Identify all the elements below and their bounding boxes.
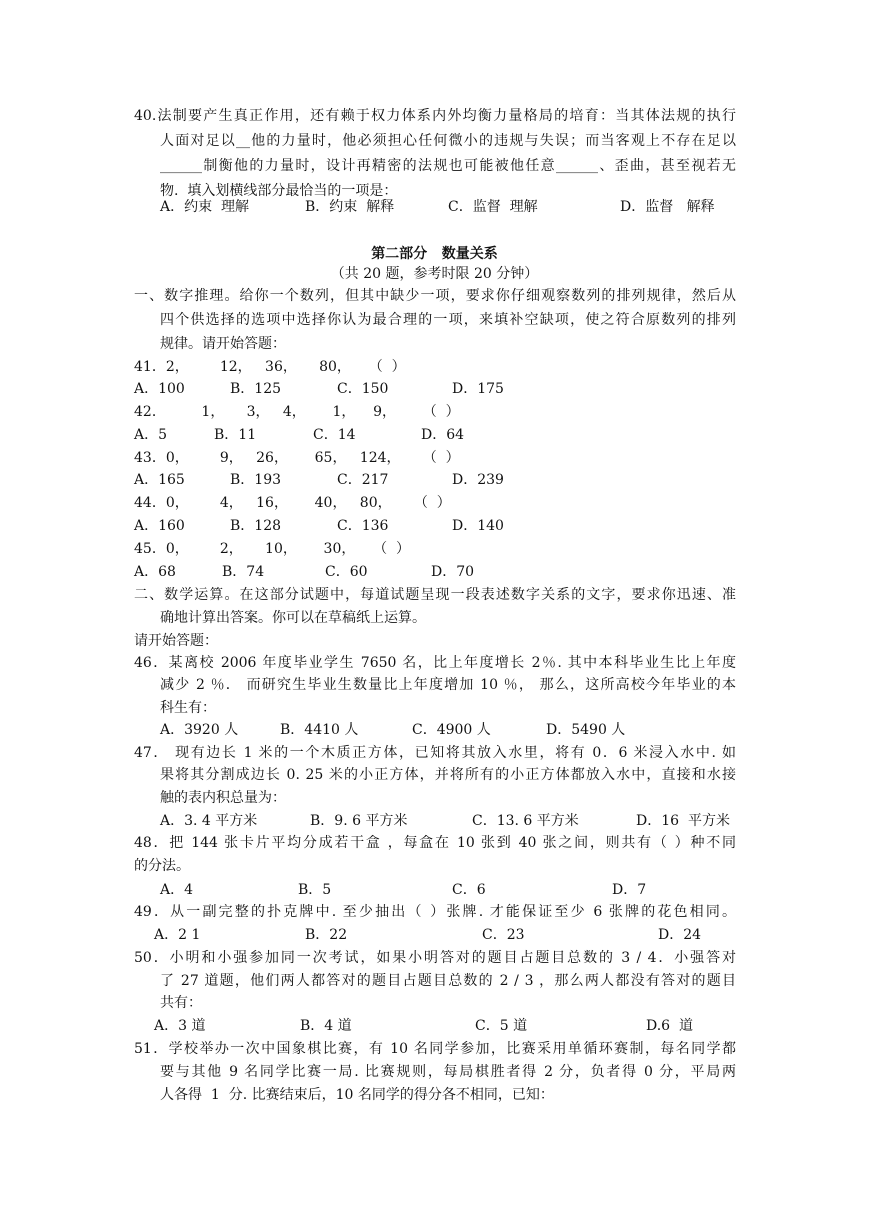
q42-option-d: D．64	[421, 427, 465, 443]
q44-option-b: B．128	[230, 518, 282, 534]
q41-option-c: C．150	[337, 381, 389, 397]
q49-option-b: B．22	[305, 927, 348, 943]
q45-option-c: C．60	[325, 564, 368, 580]
q42-option-a: A．5	[134, 427, 168, 443]
q47-option-b: B．9. 6 平方米	[310, 813, 408, 829]
q41-sequence: 41．2， 12， 36， 80， （ ）	[134, 359, 406, 375]
q48-line-1: 48．把 144 张卡片平均分成若干盒 ，每盒在 10 张到 40 张之间，则共有（ ）种不同	[134, 835, 736, 851]
q46-option-d: D．5490 人	[546, 722, 626, 738]
q41-option-d: D．175	[452, 381, 504, 397]
q50-line-1: 50．小明和小强参加同一次考试，如果小明答对的题目占题目总数的 3 / 4．小强答对	[134, 950, 736, 966]
q44-option-d: D．140	[452, 518, 504, 534]
q46-option-c: C．4900 人	[412, 722, 491, 738]
q40-line-2: 人面对足以__他的力量时，他必须担心任何微小的违规与失误；而当客观上不存在足以	[160, 133, 736, 149]
q40-line-4: 物. 填入划横线部分最恰当的一项是：	[160, 183, 398, 199]
q45-option-a: A．68	[134, 564, 176, 580]
q41-option-b: B．125	[230, 381, 282, 397]
q44-sequence: 44．0， 4， 16， 40， 80， （ ）	[134, 495, 451, 511]
q42-option-b: B．11	[214, 427, 257, 443]
q48-line-2: 的分法。	[134, 858, 190, 874]
q48-option-b: B．5	[298, 882, 332, 898]
q40-line-1: 40.法制要产生真正作用，还有赖于权力体系内外均衡力量格局的培育：当其体法规的执行	[134, 108, 736, 124]
q49-option-c: C．23	[482, 927, 525, 943]
q51-line-1: 51．学校举办一次中国象棋比赛，有 10 名同学参加，比赛采用单循环赛制，每名同学都	[134, 1041, 736, 1057]
q42-option-c: C．14	[313, 427, 356, 443]
q45-sequence: 45．0， 2， 10， 30， （ ）	[134, 541, 411, 557]
q47-option-d: D．16 平方米	[636, 813, 730, 829]
q44-option-c: C．136	[337, 518, 389, 534]
q43-option-d: D．239	[452, 472, 504, 488]
sec2-line-2: 确地计算出答案。你可以在草稿纸上运算。	[160, 610, 426, 626]
q40-option-c: C．监督 理解	[448, 199, 538, 215]
sec2-line-1: 二、数学运算。在这部分试题中，每道试题呈现一段表述数字关系的文字，要求你迅速、准	[134, 587, 736, 603]
q46-option-b: B．4410 人	[280, 722, 359, 738]
q49-option-d: D．24	[658, 927, 702, 943]
part-title: 第二部分 数量关系	[371, 246, 498, 262]
q40-option-d: D．监督 解释	[620, 199, 715, 215]
q43-sequence: 43．0， 9， 26， 65， 124， （ ）	[134, 450, 460, 466]
q45-option-d: D．70	[431, 564, 475, 580]
sec1-line-2: 四个供选择的选项中选择你认为最合理的一项，来填补空缺项，使之符合原数列的排列	[160, 312, 736, 328]
q51-line-2: 要与其他 9 名同学比赛一局. 比赛规则，每局棋胜者得 2 分，负者得 0 分，平局两	[160, 1064, 736, 1080]
q44-option-a: A．160	[134, 518, 185, 534]
q50-option-a: A．3 道	[154, 1018, 206, 1034]
sec2-line-3: 请开始答题：	[134, 633, 218, 649]
sec1-line-1: 一、数字推理。给你一个数列，但其中缺少一项，要求你仔细观察数列的排列规律，然后从	[134, 288, 736, 304]
q48-option-a: A．4	[160, 882, 194, 898]
q50-option-b: B．4 道	[300, 1018, 352, 1034]
part-subtitle: （共 20 题，参考时限 20 分钟）	[330, 266, 539, 282]
q43-option-a: A．165	[134, 472, 185, 488]
q46-option-a: A．3920 人	[160, 722, 239, 738]
q49-option-a: A．2 1	[154, 927, 201, 943]
q46-line-3: 科生有：	[160, 700, 216, 716]
q50-line-3: 共有：	[160, 995, 202, 1011]
q43-option-b: B．193	[230, 472, 282, 488]
q43-option-c: C．217	[337, 472, 389, 488]
q47-line-1: 47． 现有边长 1 米的一个木质正方体，已知将其放入水里，将有 0．6 米浸入水中. 如	[134, 745, 736, 761]
q40-line-3: ______制衡他的力量时，设计再精密的法规也可能被他任意______、歪曲，甚至视若无	[160, 158, 736, 174]
q40-option-b: B．约束 解释	[305, 199, 395, 215]
q47-option-a: A．3. 4 平方米	[160, 813, 258, 829]
q47-option-c: C．13. 6 平方米	[472, 813, 579, 829]
q50-option-c: C．5 道	[475, 1018, 528, 1034]
q46-line-1: 46．某离校 2006 年度毕业学生 7650 名，比上年度增长 2％. 其中本科毕业生比上年度	[134, 655, 736, 671]
sec1-line-3: 规律。请开始答题：	[160, 336, 286, 352]
q47-line-2: 果将其分割成边长 0. 25 米的小正方体，并将所有的小正方体都放入水中，直接和水接	[160, 767, 736, 783]
q41-option-a: A．100	[134, 381, 185, 397]
q48-option-d: D．7	[612, 882, 647, 898]
q47-line-3: 触的表内积总量为：	[160, 790, 286, 806]
q49-line-1: 49．从一副完整的扑克牌中. 至少抽出（ ）张牌. 才能保证至少 6 张牌的花色相同。	[134, 904, 736, 920]
q42-sequence: 42． 1， 3， 4， 1， 9， （ ）	[134, 404, 460, 420]
q46-line-2: 减少 2 ％． 而研究生毕业生数量比上年度增加 10 ％， 那么，这所高校今年毕业的本	[160, 677, 736, 693]
q45-option-b: B．74	[222, 564, 265, 580]
q50-option-d: D.6 道	[646, 1018, 693, 1034]
q50-line-2: 了 27 道题，他们两人都答对的题目占题目总数的 2 / 3 ，那么两人都没有答对的题目	[160, 973, 736, 989]
q51-line-3: 人各得 1 分. 比赛结束后，10 名同学的得分各不相同，已知：	[160, 1087, 554, 1103]
q40-option-a: A．约束 理解	[160, 199, 250, 215]
q48-option-c: C．6	[452, 882, 486, 898]
